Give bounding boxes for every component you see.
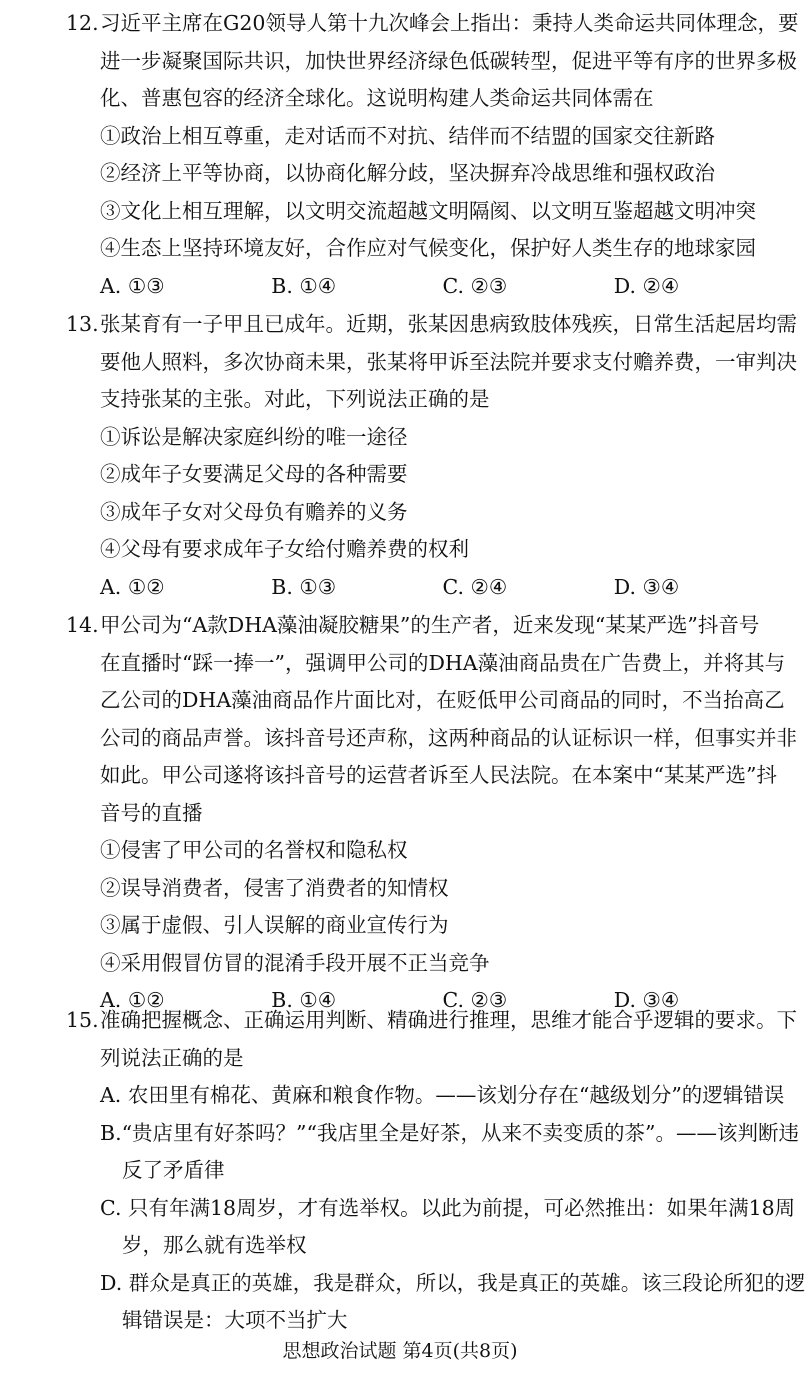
option-c: C. ②③ bbox=[442, 988, 508, 1012]
answer-options bbox=[100, 268, 785, 306]
question-number: 14. bbox=[66, 613, 99, 637]
option-c: C. 只有年满18周岁，才有选举权。以此为前提，可必然推出：如果年满18周 bbox=[100, 1195, 796, 1220]
option-a: A. 农田里有棉花、黄麻和粮食作物。——该划分存在“越级划分”的逻辑错误 bbox=[100, 1083, 785, 1107]
question-15 bbox=[66, 1002, 805, 1340]
option-d: D. ③④ bbox=[613, 988, 680, 1012]
question-stem-line: 支持张某的主张。对此，下列说法正确的是 bbox=[100, 387, 490, 411]
option-a: A. ①② bbox=[100, 988, 165, 1012]
question-stem-line: 列说法正确的是 bbox=[100, 1045, 244, 1070]
statement-item: ②经济上平等协商，以协商化解分歧，坚决摒弃冷战思维和强权政治 bbox=[100, 161, 715, 185]
option-a: A. ①② bbox=[100, 574, 165, 599]
option-d-continued: 辑错误是：大项不当扩大 bbox=[122, 1308, 348, 1332]
statement-item: ④采用假冒仿冒的混淆手段开展不正当竞争 bbox=[100, 950, 490, 975]
statement-item: ④父母有要求成年子女给付赡养费的权利 bbox=[100, 537, 469, 561]
question-stem-line: 13.张某育有一子甲且已成年。近期，张某因患病致肢体残疾，日常生活起居均需 bbox=[100, 306, 785, 344]
statement-item: ①政治上相互尊重，走对话而不对抗、结伴而不结盟的国家交往新路 bbox=[100, 123, 715, 148]
option-b: B. ①③ bbox=[271, 574, 337, 599]
statement-item: ②成年子女要满足父母的各种需要 bbox=[100, 462, 408, 486]
question-number: 15. bbox=[66, 1008, 99, 1032]
answer-options bbox=[100, 569, 785, 607]
option-c: C. ②③ bbox=[442, 273, 508, 298]
option-d: D. 群众是真正的英雄，我是群众，所以，我是真正的英雄。该三段论所犯的逻 bbox=[100, 1270, 805, 1295]
statement-item: ①侵害了甲公司的名誉权和隐私权 bbox=[100, 838, 408, 862]
question-stem-line: 12.习近平主席在G20领导人第十九次峰会上指出：秉持人类命运共同体理念，要 bbox=[100, 5, 785, 43]
option-b: B. ①④ bbox=[271, 273, 337, 298]
question-12 bbox=[66, 5, 799, 305]
page-footer: 思想政治试题 第4页(共8页) bbox=[282, 1340, 518, 1362]
question-number: 12. bbox=[66, 11, 99, 35]
option-d: D. ②④ bbox=[613, 273, 680, 298]
question-stem-line: 进一步凝聚国际共识，加快世界经济绿色低碳转型，促进平等有序的世界多极 bbox=[100, 48, 797, 73]
option-a: A. ①③ bbox=[100, 273, 165, 298]
statement-item: ③成年子女对父母负有赡养的义务 bbox=[100, 499, 408, 524]
option-b: B.“贵店里有好茶吗？”“我店里全是好茶，从来不卖变质的茶”。——该判断违 bbox=[100, 1120, 800, 1145]
statement-item: ③文化上相互理解，以文明交流超越文明隔阂、以文明互鉴超越文明冲突 bbox=[100, 198, 756, 223]
question-stem-line: 如此。甲公司遂将该抖音号的运营者诉至人民法院。在本案中“某某严选”抖 bbox=[100, 763, 777, 787]
option-c: C. ②④ bbox=[442, 574, 508, 599]
question-13 bbox=[66, 306, 797, 606]
question-stem-line: 化、普惠包容的经济全球化。这说明构建人类命运共同体需在 bbox=[100, 86, 654, 110]
question-stem-line: 15.准确把握概念、正确运用判断、精确进行推理，思维才能合乎逻辑的要求。下 bbox=[100, 1002, 785, 1040]
question-stem-line: 14.甲公司为“A款DHA藻油凝胶糖果”的生产者，近来发现“某某严选”抖音号 bbox=[100, 607, 785, 645]
statement-item: ②误导消费者，侵害了消费者的知情权 bbox=[100, 875, 449, 900]
question-stem-line: 要他人照料，多次协商未果，张某将甲诉至法院并要求支付赡养费，一审判决 bbox=[100, 349, 797, 374]
option-b-continued: 反了矛盾律 bbox=[122, 1158, 225, 1182]
statement-item: ①诉讼是解决家庭纠纷的唯一途径 bbox=[100, 424, 408, 449]
question-stem-line: 音号的直播 bbox=[100, 800, 203, 825]
option-c-continued: 岁，那么就有选举权 bbox=[122, 1233, 307, 1257]
question-stem-line: 乙公司的DHA藻油商品作片面比对，在贬低甲公司商品的同时，不当抬高乙 bbox=[100, 688, 785, 712]
question-stem-line: 在直播时“踩一捧一”，强调甲公司的DHA藻油商品贵在广告费上，并将其与 bbox=[100, 650, 786, 675]
option-b: B. ①④ bbox=[271, 988, 337, 1012]
question-stem-line: 公司的商品声誉。该抖音号还声称，这两种商品的认证标识一样，但事实并非 bbox=[100, 725, 797, 750]
statement-item: ④生态上坚持环境友好，合作应对气候变化，保护好人类生存的地球家园 bbox=[100, 236, 756, 260]
option-d: D. ③④ bbox=[613, 574, 680, 599]
question-number: 13. bbox=[66, 312, 99, 336]
statement-item: ③属于虚假、引人误解的商业宣传行为 bbox=[100, 913, 449, 937]
